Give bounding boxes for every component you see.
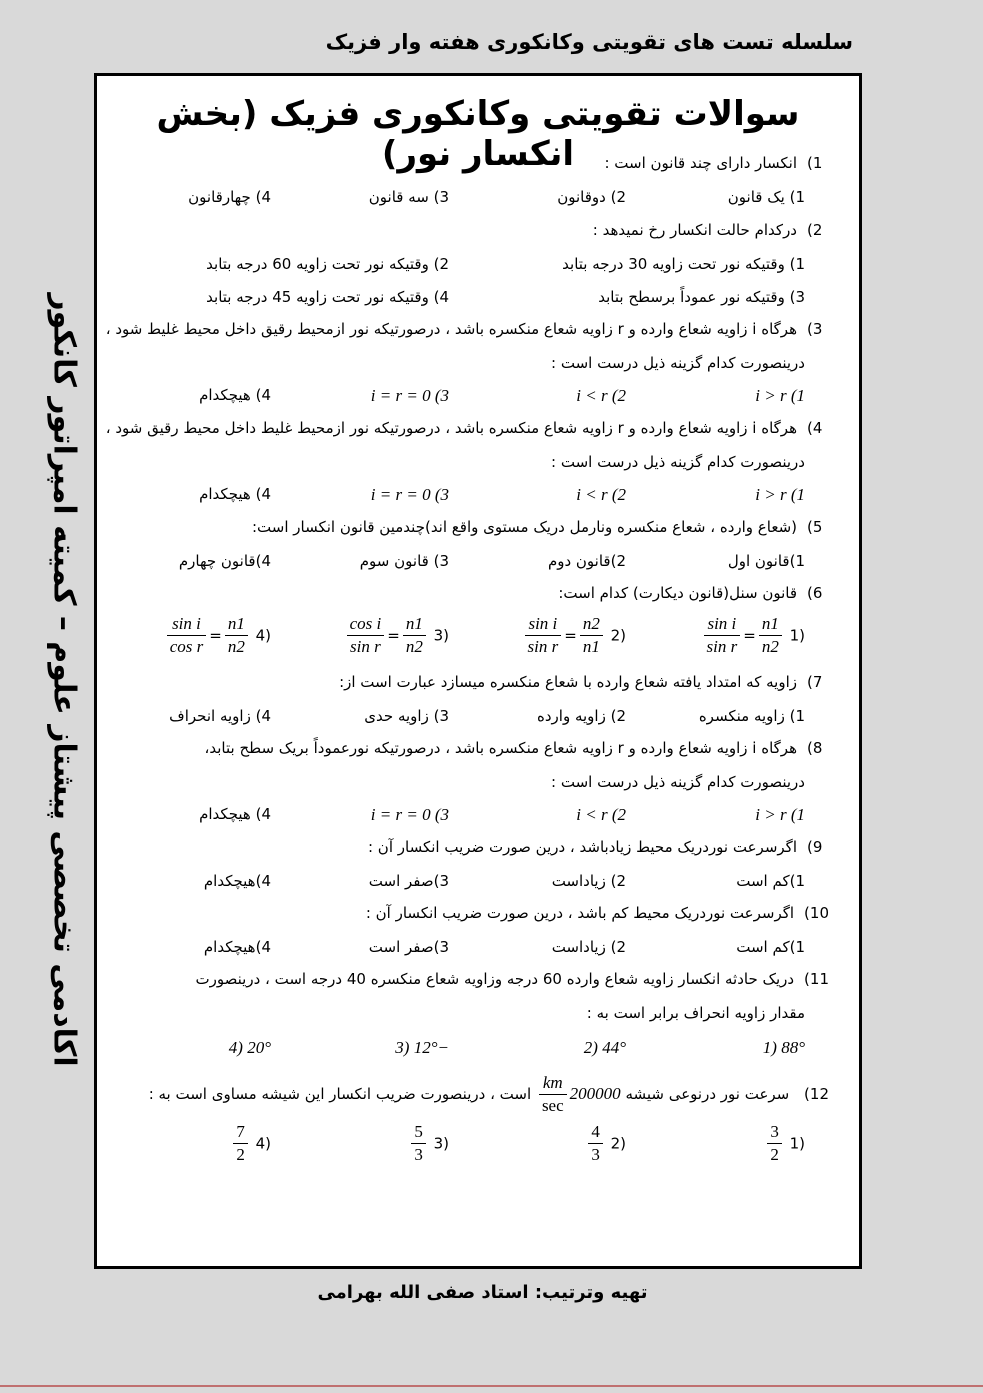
question-number: 10) bbox=[804, 904, 829, 922]
unit-numerator: km bbox=[539, 1072, 567, 1095]
option-label: (3 bbox=[433, 626, 449, 645]
option-label: (4 bbox=[255, 1134, 271, 1153]
question-continuation: درینصورت کدام گزینه ذیل درست است : bbox=[551, 354, 805, 372]
option: 4) وقتیکه نور تحت زاویه 45 درجه بتابد bbox=[206, 288, 449, 306]
option: i < r (2 bbox=[576, 485, 626, 504]
question-text: سرعت نور درنوعی شیشه bbox=[625, 1085, 790, 1103]
question-text: هرگاه i زاویه شعاع وارده و r زاویه شعاع منکسره باشد ، درصورتیکه نور ازمحیط رقیق داخل محیط غلیط شود ، bbox=[105, 320, 797, 338]
denominator: 2 bbox=[770, 1145, 779, 1164]
question-number: 12) bbox=[804, 1085, 829, 1103]
option-formula: (2 $\frac{n2}{n1}$ = $\frac{\text{sin i}}{\text{sin r}}$ bbox=[522, 613, 626, 658]
question-number: 2) bbox=[807, 221, 823, 239]
option: 3) قانون سوم bbox=[359, 552, 449, 570]
question-text: اگرسرعت نوردریک محیط زیادباشد ، درین صورت ضریب انکسار آن : bbox=[367, 838, 797, 856]
question-number: 3) bbox=[807, 320, 823, 338]
denominator: sin r bbox=[706, 637, 738, 656]
question-text: هرگاه i زاویه شعاع وارده و r زاویه شعاع منکسره باشد ، درصورتیکه نورعموداً بریک سطح بتابد، bbox=[204, 739, 797, 757]
option-fraction bbox=[408, 1121, 449, 1166]
speed-value: 200000 bbox=[569, 1084, 621, 1103]
option: i = r = 0 (3 bbox=[370, 386, 449, 405]
option: 1) یک قانون bbox=[727, 188, 805, 206]
question-text: اگرسرعت نوردریک محیط کم باشد ، درین صورت ضریب انکسار آن : bbox=[365, 904, 795, 922]
option: i < r (2 bbox=[576, 386, 626, 405]
denominator: n2 bbox=[761, 637, 779, 656]
fraction bbox=[759, 613, 782, 658]
fraction bbox=[580, 613, 603, 658]
question-number: 5) bbox=[807, 518, 823, 536]
question-7 bbox=[339, 673, 829, 691]
question-2 bbox=[593, 221, 829, 239]
option: 2) زیاداست bbox=[551, 938, 626, 956]
option: 1) زاویه منکسره bbox=[698, 707, 805, 725]
numerator: 3 bbox=[767, 1121, 782, 1144]
option: 1) وقتیکه نور تحت زاویه 30 درجه بتابد bbox=[562, 255, 805, 273]
fraction bbox=[347, 613, 385, 658]
denominator: sin r bbox=[527, 637, 559, 656]
option-label: (2 bbox=[610, 626, 626, 645]
option: 4)هیچکدام bbox=[203, 872, 271, 890]
question-text-end: است ، درینصورت ضریب انکسار این شیشه مساوی است به : bbox=[148, 1085, 532, 1103]
numerator: sin i bbox=[704, 613, 741, 636]
fraction bbox=[588, 1121, 603, 1166]
option-label: (4 bbox=[255, 626, 271, 645]
denominator: n2 bbox=[227, 637, 245, 656]
option: 4) زاویه انحراف bbox=[169, 707, 271, 725]
numerator: cos i bbox=[347, 613, 385, 636]
question-number: 1) bbox=[807, 154, 823, 172]
numerator: n1 bbox=[403, 613, 426, 636]
fraction bbox=[167, 613, 207, 658]
option: 3) وقتیکه نور عموداً برسطح بتابد bbox=[598, 288, 805, 306]
numerator: n2 bbox=[580, 613, 603, 636]
speed-unit bbox=[539, 1072, 567, 1117]
denominator: sin r bbox=[350, 637, 381, 656]
denominator: n1 bbox=[582, 637, 600, 656]
option-formula: (4 $\frac{n1}{n2}$ = $\frac{\text{sin i}}{\text{cos r}}$ bbox=[164, 613, 271, 658]
option-label: (3 bbox=[433, 1134, 449, 1153]
option: 2) زاویه وارده bbox=[537, 707, 626, 725]
question-number: 4) bbox=[807, 419, 823, 437]
author-credit: تهیه وترتیب: استاد صفی الله بهرامی bbox=[317, 1282, 648, 1303]
question-number: 11) bbox=[804, 970, 829, 988]
question-continuation: درینصورت کدام گزینه ذیل درست است : bbox=[551, 773, 805, 791]
question-number: 9) bbox=[807, 838, 823, 856]
question-3 bbox=[106, 320, 829, 338]
unit-denominator: sec bbox=[541, 1096, 564, 1115]
question-text: درکدام حالت انکسار رخ نمیدهد : bbox=[592, 221, 797, 239]
question-number: 6) bbox=[807, 584, 823, 602]
option: 3) زاویه حدی bbox=[364, 707, 449, 725]
option: 88° (1 bbox=[762, 1038, 805, 1057]
option-fraction bbox=[585, 1121, 626, 1166]
numerator: 5 bbox=[411, 1121, 426, 1144]
question-text: دریک حادثه انکسار زاویه شعاع وارده 60 درجه وزاویه شعاع منکسره 40 درجه است ، درینصورت bbox=[195, 970, 795, 988]
question-continuation: مقدار زاویه انحراف برابر است به : bbox=[586, 1004, 805, 1022]
denominator: 2 bbox=[236, 1145, 245, 1164]
option: 20° (4 bbox=[228, 1038, 271, 1057]
question-text: انکسار دارای چند قانون است : bbox=[604, 154, 797, 172]
option-fraction bbox=[764, 1121, 805, 1166]
option: −12° (3 bbox=[395, 1038, 449, 1057]
fraction bbox=[525, 613, 562, 658]
option: i > r (1 bbox=[755, 805, 805, 824]
option: 3)صفر است bbox=[368, 872, 449, 890]
option: 4) هیچکدام bbox=[199, 805, 271, 823]
question-text: قانون سنل(قانون دیکارت) کدام است: bbox=[558, 584, 797, 602]
question-5 bbox=[252, 518, 829, 536]
option: 1)کم است bbox=[736, 938, 805, 956]
question-text: (شعاع وارده ، شعاع منکسره ونارمل دریک مستوی واقع اند)چندمین قانون انکسار است: bbox=[251, 518, 797, 536]
question-text: زاویه که امتداد یافته شعاع وارده با شعاع منکسره میسازد عبارت است از: bbox=[339, 673, 797, 691]
option: i = r = 0 (3 bbox=[370, 485, 449, 504]
question-number: 7) bbox=[807, 673, 823, 691]
fraction bbox=[767, 1121, 782, 1166]
option: 3) سه قانون bbox=[368, 188, 449, 206]
option: 2)قانون دوم bbox=[547, 552, 626, 570]
fraction bbox=[403, 613, 426, 658]
fraction bbox=[704, 613, 741, 658]
question-11 bbox=[196, 970, 830, 988]
question-sheet bbox=[94, 73, 862, 1269]
question-1 bbox=[604, 154, 829, 172]
option: 2) زیاداست bbox=[551, 872, 626, 890]
option: 2) وقتیکه نور تحت زاویه 60 درجه بتابد bbox=[206, 255, 449, 273]
option-fraction bbox=[230, 1121, 271, 1166]
main-title: سوالات تقویتی وکانکوری فزیک (بخش انکسار نور) bbox=[156, 94, 800, 174]
option: 4) چهارقانون bbox=[188, 188, 271, 206]
side-text: اکادمی تخصصی پیشتاز علوم – کمیته امپراتور کانکور bbox=[46, 293, 82, 1067]
denominator: 3 bbox=[591, 1145, 600, 1164]
option-formula: (3 $\frac{n1}{n2}$ = $\frac{\text{cos i}}{\text{sin r}}$ bbox=[344, 613, 449, 658]
numerator: n1 bbox=[759, 613, 782, 636]
question-4 bbox=[106, 419, 829, 437]
numerator: 7 bbox=[233, 1121, 248, 1144]
option: 4)قانون چهارم bbox=[178, 552, 271, 570]
numerator: 4 bbox=[588, 1121, 603, 1144]
option: 44° (2 bbox=[583, 1038, 626, 1057]
question-continuation: درینصورت کدام گزینه ذیل درست است : bbox=[551, 453, 805, 471]
option-label: (1 bbox=[789, 626, 805, 645]
option-label: (2 bbox=[610, 1134, 626, 1153]
question-number: 8) bbox=[807, 739, 823, 757]
denominator: cos r bbox=[169, 637, 204, 656]
question-text: هرگاه i زاویه شعاع وارده و r زاویه شعاع منکسره باشد ، درصورتیکه نور ازمحیط غلیط داخل محیط رقیق شود ، bbox=[105, 419, 797, 437]
question-10 bbox=[366, 904, 829, 922]
numerator: n1 bbox=[225, 613, 248, 636]
option: 1)قانون اول bbox=[727, 552, 805, 570]
option: 3)صفر است bbox=[368, 938, 449, 956]
option: 4)هیچکدام bbox=[203, 938, 271, 956]
fraction bbox=[233, 1121, 248, 1166]
numerator: sin i bbox=[167, 613, 207, 636]
option-formula: (1 $\frac{n1}{n2}$ = $\frac{\text{sin i}}{\text{sin r}}$ bbox=[701, 613, 805, 658]
option: 1)کم است bbox=[736, 872, 805, 890]
question-8 bbox=[205, 739, 829, 757]
option: 2) دوقانون bbox=[557, 188, 626, 206]
option-label: (1 bbox=[789, 1134, 805, 1153]
option: i > r (1 bbox=[755, 386, 805, 405]
option: i = r = 0 (3 bbox=[370, 805, 449, 824]
option: 4) هیچکدام bbox=[199, 485, 271, 503]
denominator: n2 bbox=[405, 637, 423, 656]
numerator: sin i bbox=[525, 613, 562, 636]
fraction bbox=[225, 613, 248, 658]
option: 4) هیچکدام bbox=[199, 386, 271, 404]
question-12 bbox=[149, 1072, 829, 1117]
question-9 bbox=[368, 838, 829, 856]
option: i > r (1 bbox=[755, 485, 805, 504]
option: i < r (2 bbox=[576, 805, 626, 824]
question-6 bbox=[558, 584, 829, 602]
denominator: 3 bbox=[414, 1145, 423, 1164]
fraction bbox=[411, 1121, 426, 1166]
bottom-divider bbox=[0, 1385, 983, 1387]
series-title: سلسله تست های تقویتی وکانکوری هفته وار فزیک bbox=[325, 30, 853, 54]
